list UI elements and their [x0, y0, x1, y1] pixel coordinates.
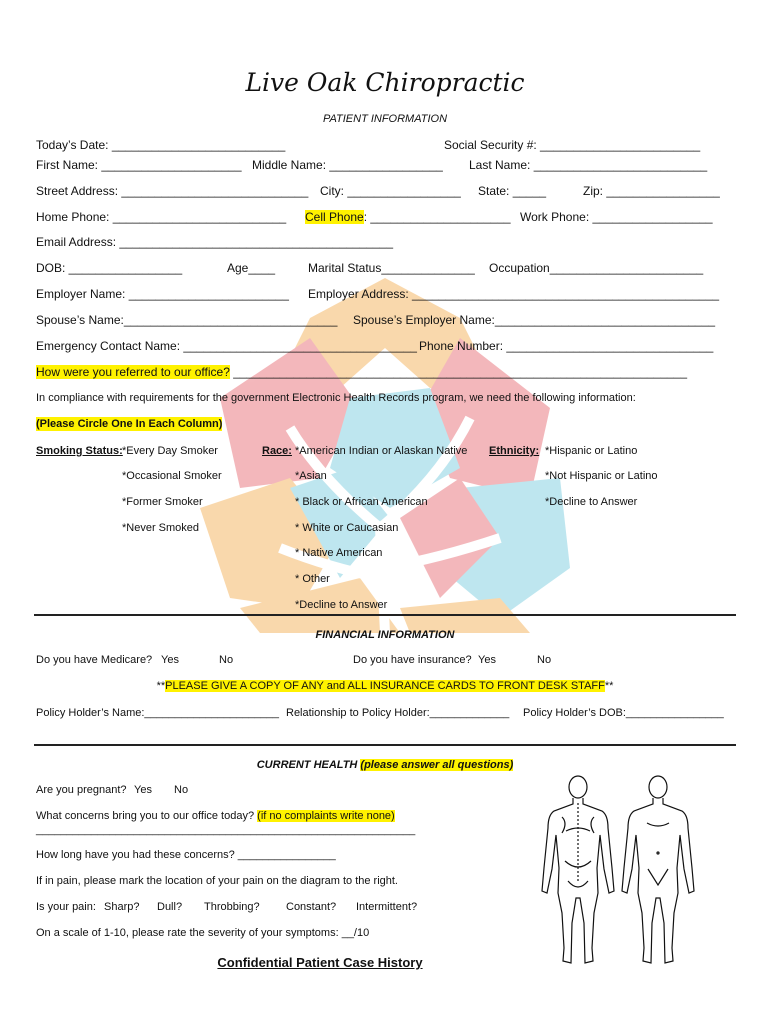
ehr-compliance-note: In compliance with requirements for the government Electronic Health Records program, we need the following information:: [36, 392, 636, 404]
pain-type-label-text: Throbbing?: [204, 901, 260, 913]
concerns-question: [36, 809, 395, 823]
age-field[interactable]: Age____: [227, 261, 276, 275]
relationship-field[interactable]: Relationship to Policy Holder:_____________: [286, 707, 510, 719]
ethnicity-option[interactable]: *Hispanic or Latino: [545, 445, 638, 457]
smoking-option[interactable]: *Former Smoker: [122, 496, 203, 508]
spouse-name-field[interactable]: Spouse’s Name:________________________________: [36, 313, 338, 327]
pain-diagram-instruction: If in pain, please mark the location of your pain on the diagram to the right.: [36, 875, 398, 887]
pain-type-option[interactable]: [204, 900, 260, 914]
race-option[interactable]: *American Indian or Alaskan Native: [295, 445, 468, 457]
smoking-status-label: Smoking Status:: [36, 445, 123, 457]
referral-line: ____________________________________________________________________: [229, 365, 688, 379]
no-label: No: [537, 654, 552, 666]
concerns-text: What concerns bring you to our office today?: [36, 810, 255, 822]
state-field[interactable]: State: _____: [478, 184, 547, 198]
policy-holder-name-field[interactable]: Policy Holder’s Name:______________________: [36, 707, 279, 719]
pain-type-option[interactable]: [157, 900, 182, 914]
spouse-employer-field[interactable]: Spouse’s Employer Name:_________________________________: [353, 313, 716, 327]
current-health-note: (please answer all questions): [360, 759, 514, 771]
insurance-cards-notice: [0, 679, 770, 693]
smoking-option[interactable]: *Never Smoked: [122, 522, 200, 534]
work-phone-field[interactable]: Work Phone: __________________: [520, 210, 713, 224]
concerns-answer-line[interactable]: ______________________________________________________________: [36, 824, 416, 836]
no-label: No: [219, 654, 234, 666]
yes-label: Yes: [161, 654, 179, 666]
home-phone-field[interactable]: Home Phone: __________________________: [36, 210, 287, 224]
cell-phone-line: : _____________________: [363, 210, 511, 224]
yes-label: Yes: [134, 784, 152, 796]
case-history-title: Confidential Patient Case History: [217, 955, 423, 970]
patient-info-heading: PATIENT INFORMATION: [322, 113, 448, 125]
pain-type-label-text: Intermittent?: [356, 901, 418, 913]
stars: **: [604, 680, 614, 692]
ssn-field[interactable]: Social Security #: ________________________: [444, 138, 701, 152]
insurance-yes-option[interactable]: [478, 653, 496, 667]
medicare-no-option[interactable]: [219, 653, 233, 667]
referral-label: How were you referred to our office?: [36, 365, 230, 379]
last-name-field[interactable]: Last Name: __________________________: [469, 158, 708, 172]
email-field[interactable]: Email Address: _________________________________________: [36, 235, 393, 249]
city-field[interactable]: City: _________________: [320, 184, 461, 198]
middle-name-field[interactable]: Middle Name: _________________: [252, 158, 443, 172]
pain-type-option[interactable]: [286, 900, 336, 914]
race-option[interactable]: *Decline to Answer: [295, 599, 388, 611]
employer-name-field[interactable]: Employer Name: ________________________: [36, 287, 289, 301]
medicare-question: Do you have Medicare?: [36, 654, 153, 666]
ethnicity-label: Ethnicity:: [489, 445, 540, 457]
ethnicity-option[interactable]: *Decline to Answer: [545, 496, 638, 508]
current-health-heading: [0, 758, 770, 772]
financial-info-heading: FINANCIAL INFORMATION: [315, 629, 455, 641]
pregnant-yes-option[interactable]: [134, 783, 152, 797]
race-label: Race:: [262, 445, 292, 457]
how-long-field[interactable]: How long have you had these concerns? ________________: [36, 849, 336, 861]
severity-field[interactable]: On a scale of 1-10, please rate the severity of your symptoms: __/10: [36, 927, 370, 939]
insurance-no-option[interactable]: [537, 653, 551, 667]
body-diagram-back-icon[interactable]: [538, 773, 618, 968]
cell-phone-label: Cell Phone: [305, 210, 364, 224]
zip-field[interactable]: Zip: _________________: [583, 184, 720, 198]
race-option[interactable]: * Other: [295, 573, 330, 585]
emergency-phone-field[interactable]: Phone Number: _______________________________: [419, 339, 714, 353]
referral-field[interactable]: [36, 365, 687, 379]
circle-instruction: (Please Circle One In Each Column): [36, 418, 223, 430]
marital-status-field[interactable]: Marital Status______________: [308, 261, 475, 275]
policy-holder-dob-field[interactable]: Policy Holder’s DOB:________________: [523, 707, 724, 719]
section-divider: [34, 744, 736, 746]
pain-type-option[interactable]: [356, 900, 417, 914]
concerns-note: (if no complaints write none): [257, 810, 395, 822]
pain-type-label-text: Constant?: [286, 901, 337, 913]
pain-type-option[interactable]: [104, 900, 139, 914]
smoking-option[interactable]: *Every Day Smoker: [122, 445, 218, 457]
stars: **: [156, 680, 166, 692]
pregnant-no-option[interactable]: [174, 783, 188, 797]
smoking-option[interactable]: *Occasional Smoker: [122, 470, 222, 482]
first-name-field[interactable]: First Name: _____________________: [36, 158, 242, 172]
clinic-title: Live Oak Chiropractic: [245, 68, 525, 97]
race-option[interactable]: *Asian: [295, 470, 327, 482]
employer-address-field[interactable]: Employer Address: ______________________________________________: [308, 287, 720, 301]
pain-type-label-text: Sharp?: [104, 901, 140, 913]
race-option[interactable]: * Native American: [295, 547, 383, 559]
occupation-field[interactable]: Occupation_______________________: [489, 261, 704, 275]
todays-date-field[interactable]: Today’s Date: __________________________: [36, 138, 286, 152]
yes-label: Yes: [478, 654, 496, 666]
pregnant-question: Are you pregnant?: [36, 784, 127, 796]
dob-field[interactable]: DOB: _________________: [36, 261, 183, 275]
body-diagram-front-icon[interactable]: [618, 773, 698, 968]
pain-type-label: Is your pain:: [36, 901, 96, 913]
insurance-question: Do you have insurance?: [353, 654, 472, 666]
ethnicity-option[interactable]: *Not Hispanic or Latino: [545, 470, 658, 482]
medicare-yes-option[interactable]: [161, 653, 179, 667]
cards-notice-text: PLEASE GIVE A COPY OF ANY and ALL INSURANCE CARDS TO FRONT DESK STAFF: [165, 680, 605, 692]
emergency-contact-field[interactable]: Emergency Contact Name: ___________________________________: [36, 339, 417, 353]
race-option[interactable]: * White or Caucasian: [295, 522, 399, 534]
current-health-title: CURRENT HEALTH: [256, 759, 358, 771]
race-option[interactable]: * Black or African American: [295, 496, 428, 508]
pain-type-label-text: Dull?: [157, 901, 183, 913]
section-divider: [34, 614, 736, 616]
cell-phone-field[interactable]: [305, 210, 511, 224]
street-address-field[interactable]: Street Address: ____________________________: [36, 184, 309, 198]
no-label: No: [174, 784, 189, 796]
